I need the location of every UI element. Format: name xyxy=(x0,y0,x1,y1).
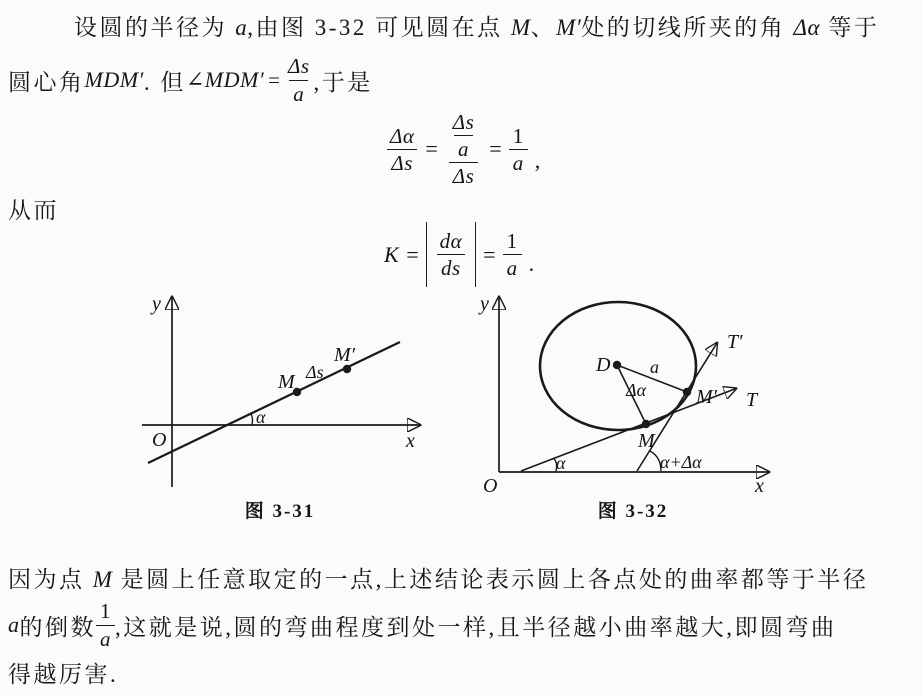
point-M-label: M xyxy=(638,430,655,452)
point-M-prime-dot xyxy=(683,388,691,396)
fraction-denominator: a xyxy=(289,80,308,106)
point-M-dot xyxy=(642,420,650,428)
text-run: 处的切线所夹的角 xyxy=(581,15,794,40)
fraction-numerator: Δs xyxy=(452,110,475,134)
fraction xyxy=(503,229,522,280)
delta-s-label: Δs xyxy=(306,362,324,382)
origin-label: O xyxy=(152,429,167,451)
paragraph2-line1 xyxy=(8,561,868,594)
fraction-denominator: Δs xyxy=(387,149,417,175)
fraction-numerator: Δα xyxy=(390,123,415,148)
fraction-numerator xyxy=(445,110,483,162)
fraction-denominator: Δs xyxy=(449,162,479,188)
math-var: M xyxy=(92,567,113,592)
paragraph2-line2 xyxy=(8,598,837,652)
alpha-label: α xyxy=(256,407,266,427)
fraction-numerator: dα xyxy=(439,229,463,253)
fraction xyxy=(96,599,115,650)
alpha-label: α xyxy=(556,453,566,473)
paragraph1-line2 xyxy=(8,52,373,108)
delta-alpha-label: Δα xyxy=(626,380,647,400)
math-var: a xyxy=(235,15,248,40)
y-axis-label: y xyxy=(152,293,161,315)
equals-sign: = xyxy=(268,67,280,92)
point-M-prime-label: M′ xyxy=(334,344,356,366)
fraction-numerator: Δs xyxy=(288,54,310,79)
fraction xyxy=(284,54,314,105)
point-M-prime-label: M′ xyxy=(696,386,718,408)
fraction-numerator: 1 xyxy=(506,229,518,253)
math-var: M xyxy=(510,15,531,40)
text-run: 是圆上任意取定的一点,上述结论表示圆上各点处的曲率都等于半径 xyxy=(112,567,869,592)
secant-line xyxy=(148,342,400,463)
angle-arc xyxy=(251,414,253,426)
math-var: M′ xyxy=(556,15,582,40)
text-run: ,这就是说,圆的弯曲程度到处一样,且半径越小曲率越大,即圆弯曲 xyxy=(115,614,837,640)
text-run: 因为点 xyxy=(8,567,93,592)
paragraph1-line1 xyxy=(74,9,879,42)
nested-fraction xyxy=(445,110,483,188)
equals-sign: = xyxy=(483,241,496,267)
text-run: 圆心角 xyxy=(8,69,85,95)
fraction-denominator: a xyxy=(454,135,473,161)
equals-sign: = xyxy=(489,136,502,162)
fraction-numerator: 1 xyxy=(512,123,524,148)
T-prime-label: T′ xyxy=(727,331,743,353)
connective-text: 从而 xyxy=(8,198,59,223)
paragraph2-line3: 得越厉害. xyxy=(8,662,119,687)
text-run: ,由图 3-32 可见圆在点 xyxy=(247,15,511,40)
y-axis-label: y xyxy=(480,293,489,315)
radius-a-label: a xyxy=(650,357,659,377)
equals-sign: = xyxy=(425,136,438,162)
x-axis-label: x xyxy=(406,430,415,452)
x-axis-label: x xyxy=(755,475,764,492)
math-var: MDM′ xyxy=(84,67,144,92)
text-run: 、 xyxy=(530,15,557,40)
fraction xyxy=(509,124,528,175)
fraction-numerator: 1 xyxy=(100,599,111,624)
fraction-denominator: ds xyxy=(437,254,465,280)
center-D-label: D xyxy=(596,354,611,376)
display-formula-1 xyxy=(386,110,540,188)
display-formula-2 xyxy=(384,222,534,287)
text-run: 的倒数 xyxy=(19,614,96,640)
punctuation: , xyxy=(534,148,541,174)
text-run: 设圆的半径为 xyxy=(74,15,236,40)
inner-fraction xyxy=(449,110,479,161)
math-angle-expression: ∠MDM′ xyxy=(185,67,265,92)
figure-3-32-caption: 图 3-32 xyxy=(597,501,669,522)
fraction-denominator: a xyxy=(509,149,528,175)
center-D-dot xyxy=(613,361,621,369)
figure-3-31-caption: 图 3-31 xyxy=(244,501,316,522)
origin-label: O xyxy=(483,475,498,492)
punctuation: . xyxy=(528,251,535,277)
text-run: . 但 xyxy=(143,69,186,95)
text-run: ,于是 xyxy=(313,69,373,95)
figure-3-32 xyxy=(455,286,800,492)
figure-3-31 xyxy=(130,286,442,492)
fraction-denominator: a xyxy=(503,254,522,280)
math-var: a xyxy=(8,612,20,637)
math-var: Δα xyxy=(793,15,821,40)
math-var: K xyxy=(384,241,400,267)
T-label: T xyxy=(746,389,758,411)
fraction xyxy=(386,124,418,175)
absolute-value-bars xyxy=(426,222,477,287)
alpha-plus-delta-alpha-label: α+Δα xyxy=(660,452,702,472)
equals-sign: = xyxy=(406,241,419,267)
fraction xyxy=(436,229,467,280)
fraction-denominator: a xyxy=(96,625,115,651)
text-run: 等于 xyxy=(820,15,880,40)
point-M-label: M xyxy=(278,371,295,393)
point-M-prime-dot xyxy=(343,365,351,373)
